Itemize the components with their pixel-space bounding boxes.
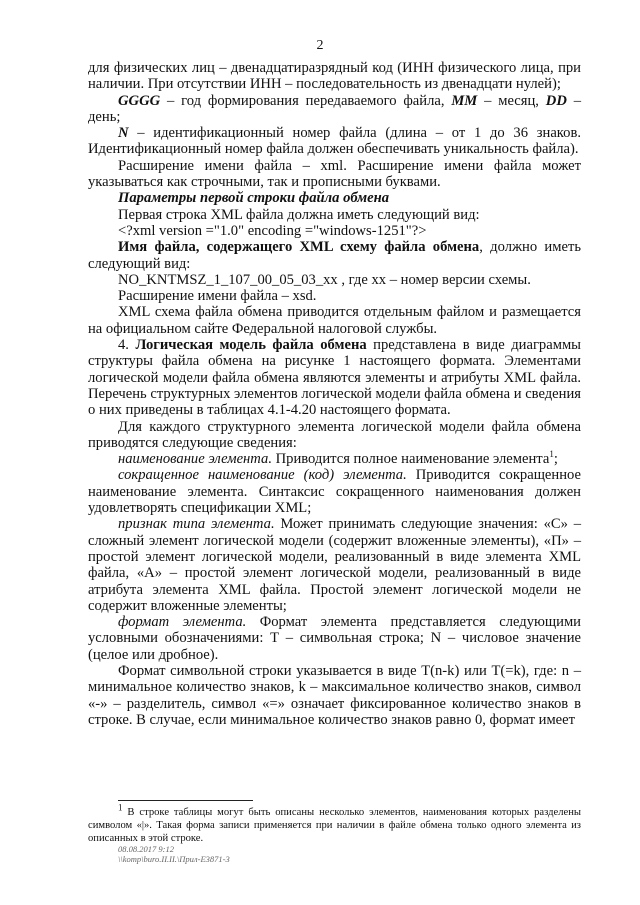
paragraph: GGGG – год формирования передаваемого файла, MM – месяц, DD – день; <box>88 92 581 125</box>
paragraph: Расширение имени файла – xsd. <box>118 288 317 305</box>
paragraph: Для каждого структурного элемента логической модели файла обмена приводятся следующие сведения: <box>88 418 581 451</box>
paragraph: формат элемента. Формат элемента представляется следующими условными обозначениями: Т – символьная строка; N – числовое значение (целое или дробное). <box>88 614 581 663</box>
document-body <box>88 60 581 728</box>
code-line: <?xml version ="1.0" encoding ="windows-1251"?> <box>118 222 427 239</box>
section-heading: Параметры первой строки файла обмена <box>118 190 390 207</box>
footnote-ref: 1 <box>549 449 554 460</box>
paragraph: 4. Логическая модель файла обмена представлена в виде диаграммы структуры файла обмена на рисунке 1 настоящего формата. Элементами логической модели файла обмена являются элементы и атрибуты XML файла. Перечень структурных элементов логической модели файла обмена и сведения о них приведены в таблицах 4.1-4.20 настоящего формата. <box>88 337 581 419</box>
paragraph: Первая строка XML файла должна иметь следующий вид: <box>118 206 480 223</box>
page-number: 2 <box>316 38 324 53</box>
paragraph: Расширение имени файла – xml. Расширение имени файла может указываться как строчными, так и прописными буквами. <box>88 157 581 191</box>
paragraph: наименование элемента. Приводится полное наименование элемента$^1$; <box>118 449 558 468</box>
stamp-path: \\komp\buro.II.II.\Прил-Е3871-3 <box>118 853 230 864</box>
paragraph: XML схема файла обмена приводится отдельным файлом и размещается на официальном сайте Федеральной налоговой службы. <box>88 304 581 337</box>
paragraph: N – идентификационный номер файла (длина – от 1 до 36 знаков. Идентификационный номер файла должен обеспечивать уникальность файла). <box>88 125 581 158</box>
stamp-date: 08.08.2017 9:12 <box>118 844 174 854</box>
paragraph: признак типа элемента. Может принимать следующие значения: «С» – сложный элемент логической модели (содержит вложенные элементы), «П» – простой элемент логической модели, реализованный в виде элемента XML файла, «А» – простой элемент логической модели, реализованный в виде атрибута элемента XML файла. Простой элемент логической модели не содержит вложенные элементы; <box>88 516 581 614</box>
paragraph: Имя файла, содержащего XML схему файла обмена, должно иметь следующий вид: <box>88 239 581 272</box>
footnote-separator <box>118 800 253 801</box>
paragraph: Формат символьной строки указывается в виде Т(n-k) или T(=k), где: n – минимальное количество знаков, k – максимальное количество знаков, символ «-» – разделитель, символ «=» означает фиксированное количество знаков в строке. В случае, если минимальное количество знаков равно 0, формат имеет <box>88 662 581 728</box>
footnote: $^1$ В строке таблицы могут быть описаны несколько элементов, наименования которых разделены символом «|». Такая форма записи применяется при наличии в файле обмена только одного элемента из описанных в этой строке. <box>88 802 581 844</box>
paragraph: сокращенное наименование (код) элемента. Приводится сокращенное наименование элемента. Синтаксис сокращенного наименования должен удовлетворять спецификации XML; <box>88 467 581 517</box>
paragraph: для физических лиц – двенадцатиразрядный код (ИНН физического лица, при наличии. При отсутствии ИНН – последовательность из двенадцати нулей); <box>88 60 581 93</box>
print-stamp <box>118 845 230 864</box>
code-line: NO_KNTMSZ_1_107_00_05_03_xx , где хх – номер версии схемы. <box>118 271 531 288</box>
